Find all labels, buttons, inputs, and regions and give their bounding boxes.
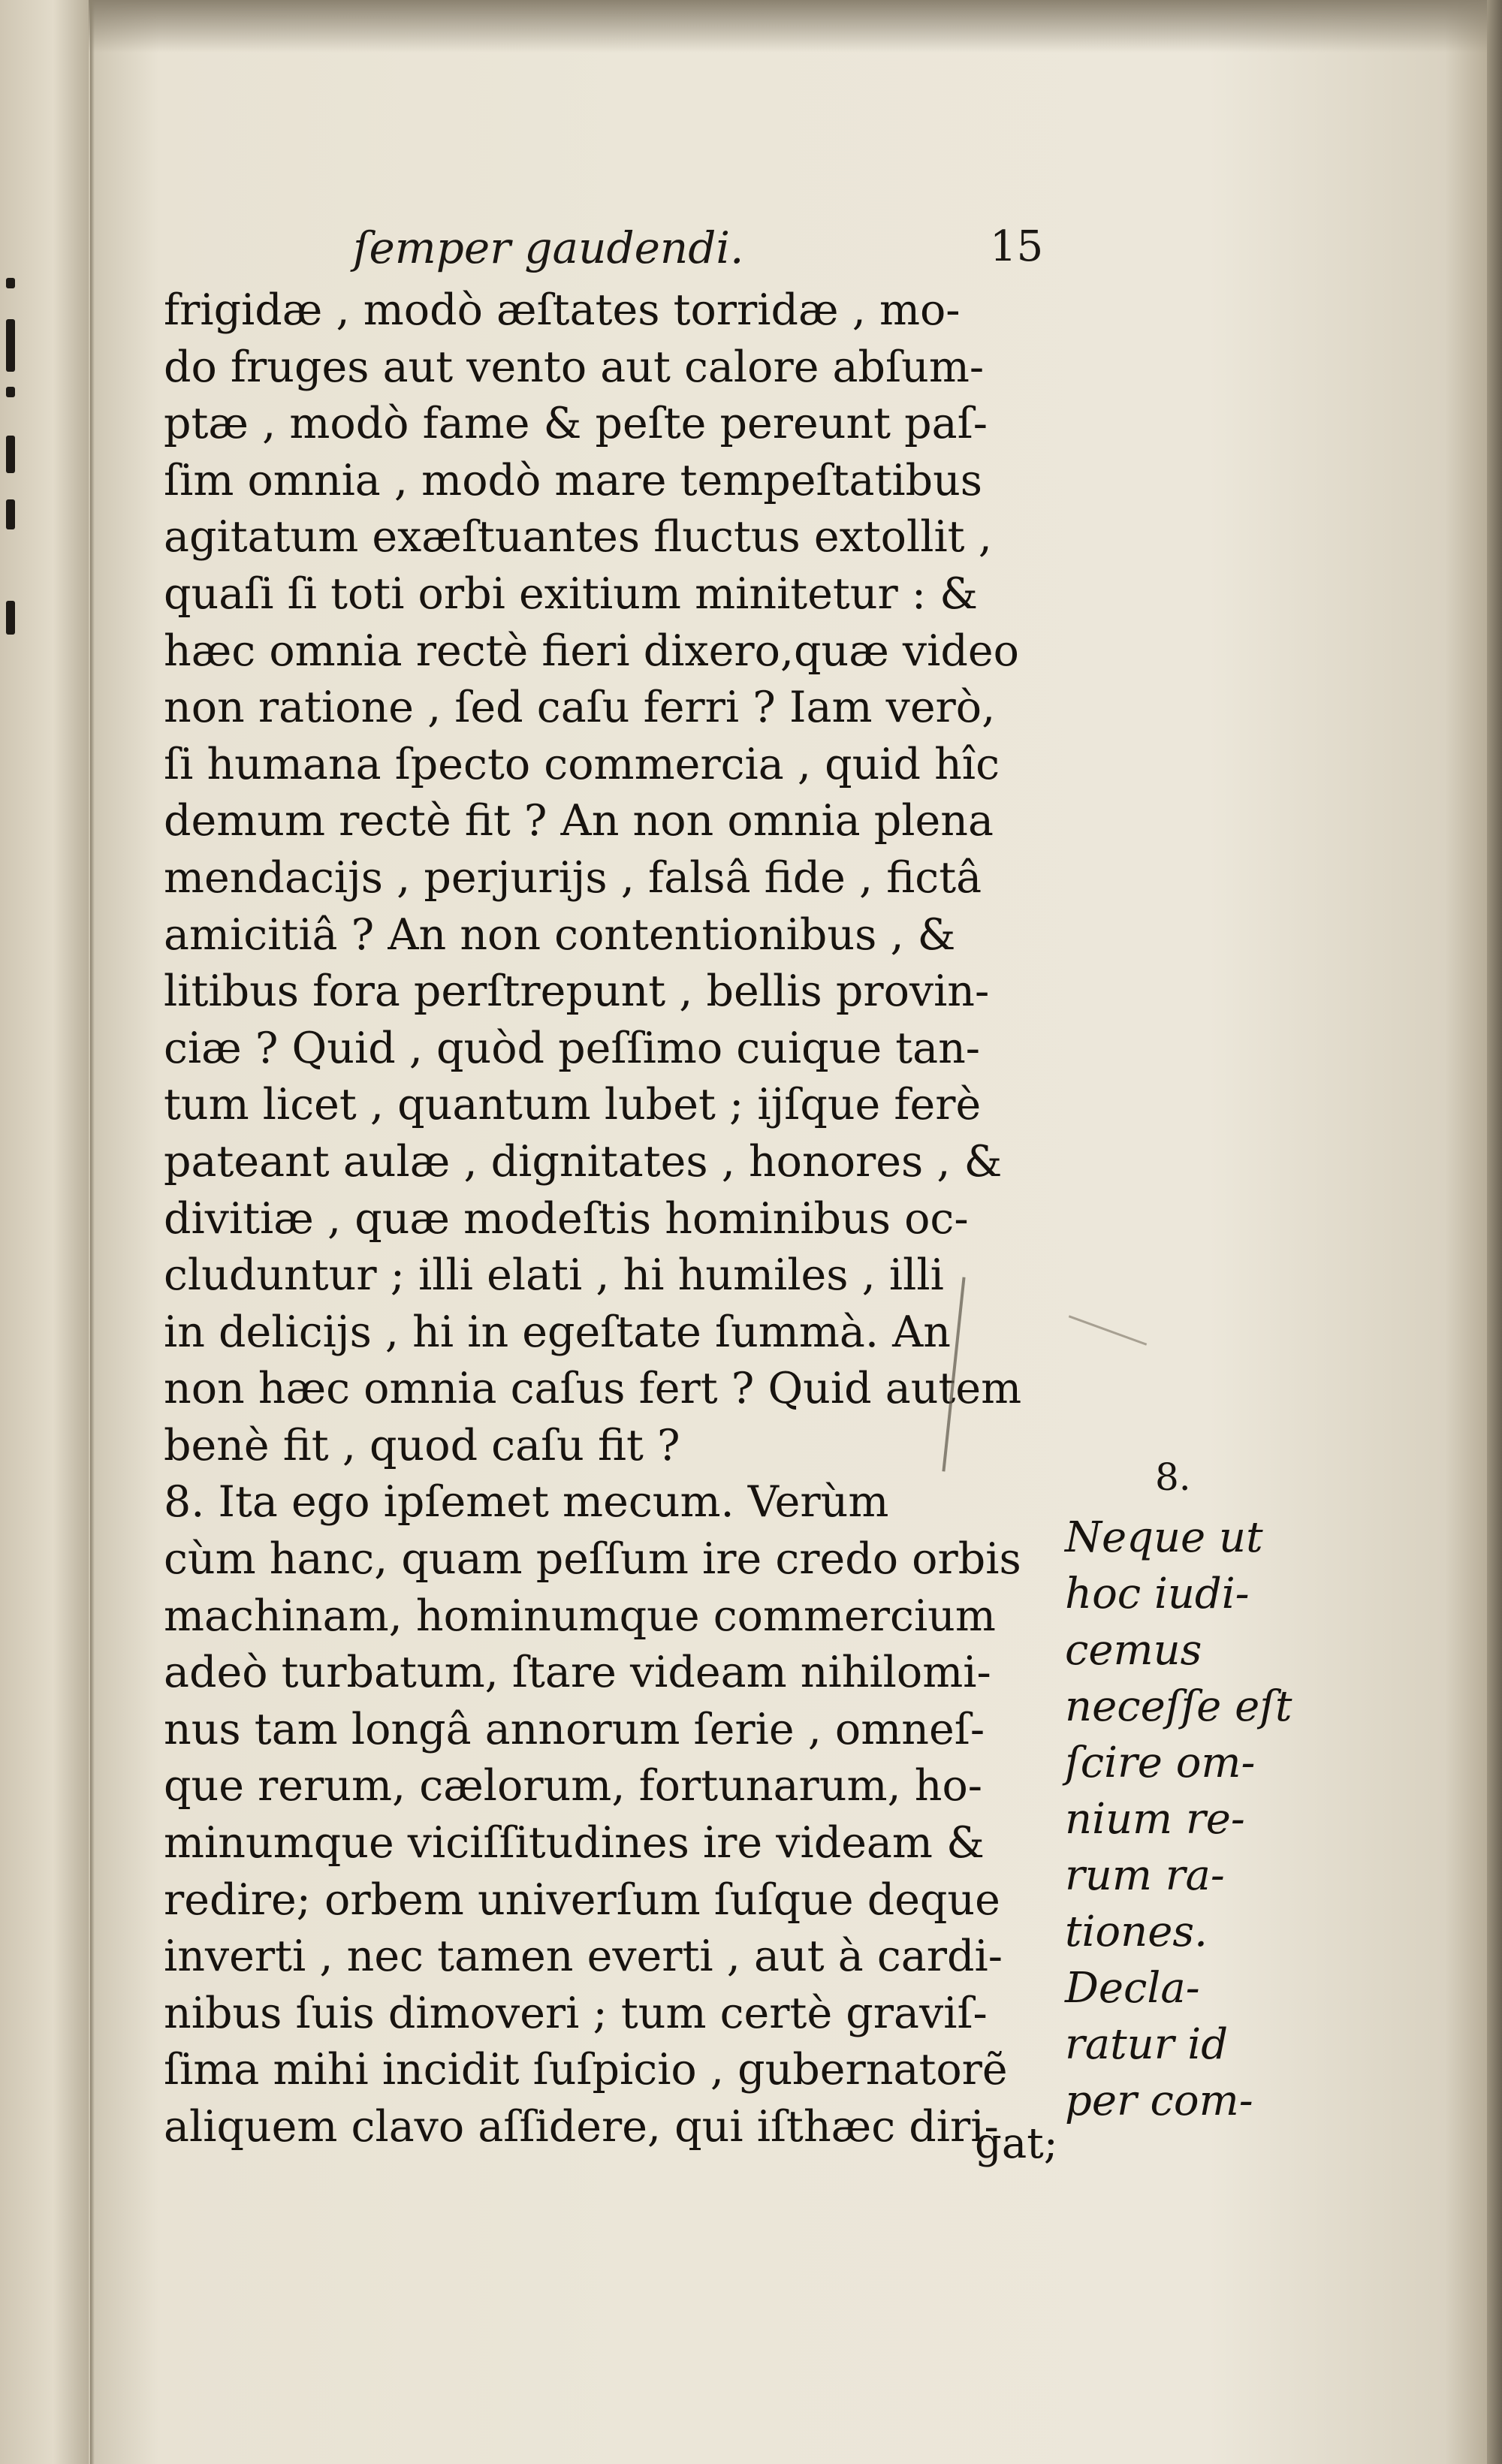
- text-line: non hæc omnia caſus fert ? Quid autem: [164, 1364, 1022, 1414]
- facing-page-edge: [0, 0, 89, 2464]
- text-line: nus tam longâ annorum ſerie , omneſ-: [164, 1704, 985, 1754]
- margin-section-number: 8.: [1155, 1455, 1191, 1499]
- margin-note-line: rum ra-: [1065, 1851, 1225, 1900]
- gutter: [90, 0, 95, 2464]
- text-line: inverti , nec tamen everti , aut à cardi-: [164, 1932, 1003, 1982]
- catchword: gat;: [975, 2119, 1058, 2168]
- text-line: tum licet , quantum lubet ; ijſque ferè: [164, 1080, 982, 1130]
- text-line: ſim omnia , modò mare tempeſtatibus: [164, 455, 983, 505]
- text-line: in delicijs , hi in egeſtate ſummà. An: [164, 1307, 951, 1357]
- text-line: ſima mihi incidit ſuſpicio , gubernatorẽ: [164, 2045, 1008, 2095]
- text-line: benè fit , quod caſu fit ?: [164, 1420, 680, 1470]
- text-line: cluduntur ; illi elati , hi humiles , illi: [164, 1250, 944, 1301]
- text-line: frigidæ , modò æſtates torridæ , mo-: [164, 285, 961, 335]
- text-line: redire; orbem univerſum ſuſque deque: [164, 1874, 1000, 1925]
- text-line: nibus ſuis dimoveri ; tum certè graviſ-: [164, 1988, 988, 2038]
- page-number: 15: [990, 222, 1044, 271]
- text-line: ptæ , modò fame & peſte pereunt paſ-: [164, 399, 988, 449]
- page-top-shadow: [89, 0, 1487, 53]
- margin-note-line: nium re-: [1065, 1795, 1245, 1844]
- text-line: divitiæ , quæ modeſtis hominibus oc-: [164, 1193, 969, 1244]
- text-line: mendacijs , perjurijs , falsâ fide , fictâ: [164, 852, 982, 903]
- text-line: adeò turbatum, ſtare videam nihilomi-: [164, 1648, 991, 1698]
- margin-note-line: tiones.: [1065, 1908, 1208, 1956]
- margin-note-line: Neque ut: [1065, 1513, 1263, 1562]
- margin-note-line: Decla-: [1065, 1964, 1200, 2013]
- text-line: 8. Ita ego ipſemet mecum. Verùm: [164, 1477, 889, 1528]
- text-line: litibus fora perſtrepunt , bellis provin-: [164, 967, 990, 1017]
- text-line: non ratione , ſed caſu ferri ? Iam verò,: [164, 683, 996, 733]
- text-line: hæc omnia rectè fieri dixero,quæ video: [164, 626, 1019, 676]
- text-line: ſi humana ſpecto commercia , quid hîc: [164, 739, 1000, 789]
- margin-note-line: hoc iudi-: [1065, 1570, 1250, 1618]
- text-line: agitatum exæſtuantes fluctus extollit ,: [164, 512, 992, 562]
- text-line: minumque viciſſitudines ire videam &: [164, 1818, 985, 1868]
- body-text: [164, 282, 1065, 2156]
- margin-note-line: ſcire om-: [1065, 1739, 1256, 1787]
- margin-note-line: per com-: [1065, 2076, 1253, 2125]
- text-line: que rerum, cælorum, fortunarum, ho-: [164, 1761, 983, 1811]
- text-line: pateant aulæ , dignitates , honores , &: [164, 1136, 1003, 1187]
- page-edge-right: [1487, 0, 1502, 2464]
- text-line: cùm hanc, quam peſſum ire credo orbis: [164, 1534, 1021, 1585]
- text-line: aliquem clavo aſſidere, qui iſthæc diri-: [164, 2102, 999, 2152]
- text-line: ciæ ? Quid , quòd peſſimo cuique tan-: [164, 1023, 981, 1073]
- running-title: ſemper gaudendi.: [353, 222, 744, 273]
- margin-note-line: neceſſe eſt: [1065, 1682, 1292, 1731]
- text-line: demum rectè fit ? An non omnia plena: [164, 796, 994, 846]
- text-line: amicitiâ ? An non contentionibus , &: [164, 909, 956, 960]
- margin-note-line: cemus: [1065, 1626, 1202, 1675]
- margin-note-line: ratur id: [1065, 2020, 1229, 2069]
- margin-note: [1065, 1509, 1292, 2129]
- text-line: quaſi ſi toti orbi exitium minitetur : &: [164, 568, 978, 619]
- text-line: machinam, hominumque commercium: [164, 1591, 996, 1641]
- text-line: do fruges aut vento aut calore abſum-: [164, 342, 985, 392]
